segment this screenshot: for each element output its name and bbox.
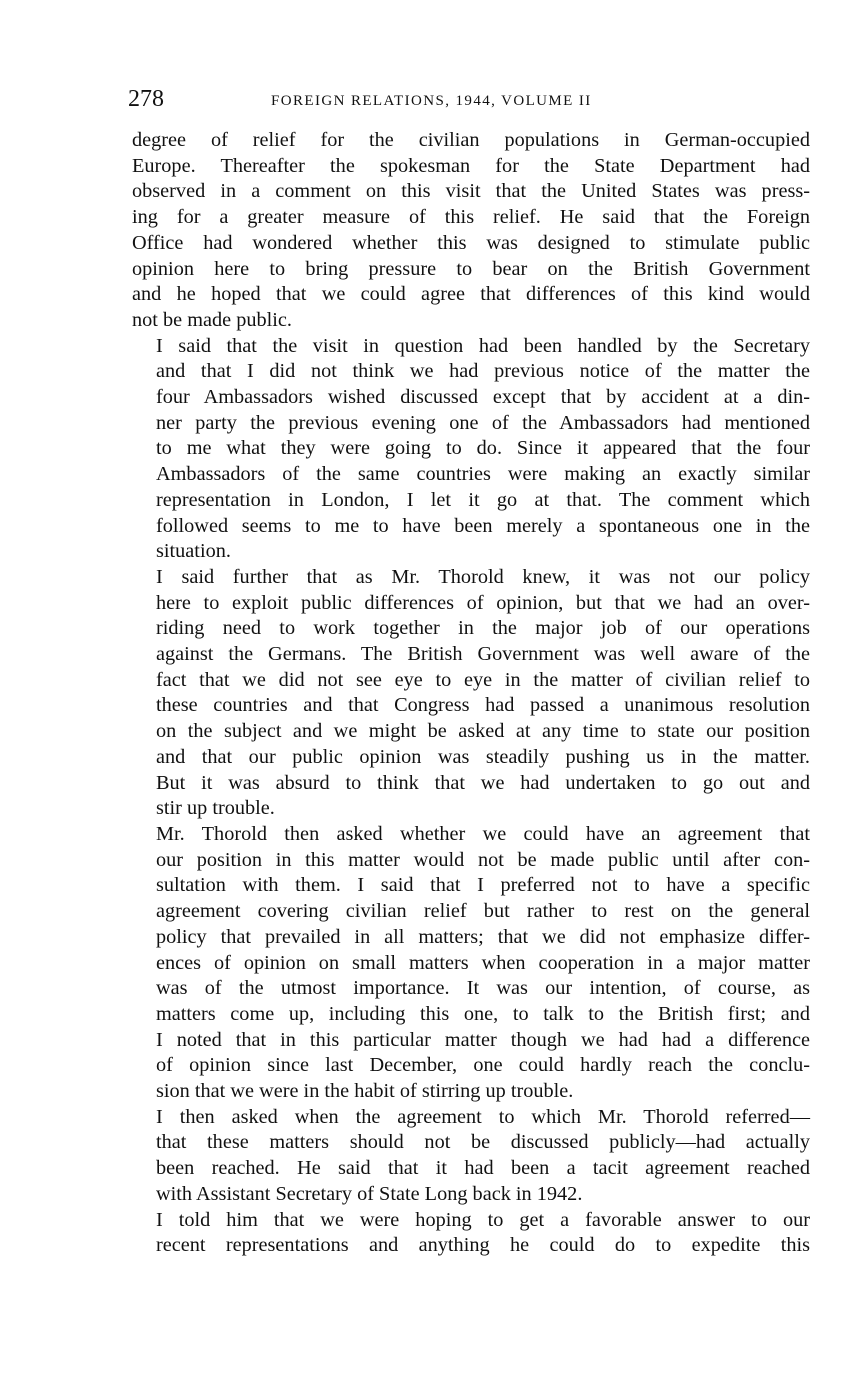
text-line: observed in a comment on this visit that the United States was press- [132,180,810,203]
text-line: sultation with them. I said that I preferred not to have a specific [156,874,810,897]
text-line: our position in this matter would not be made public until after con- [156,848,810,871]
paragraph [132,822,810,1105]
text-line: situation. [156,540,231,563]
paragraph [132,1105,810,1208]
text-line: But it was absurd to think that we had undertaken to go out and [156,771,810,794]
text-line: stir up trouble. [156,797,275,820]
text-line: Europe. Thereafter the spokesman for the State Department had [132,154,810,177]
text-line: and he hoped that we could agree that differences of this kind would [132,283,810,306]
page-number: 278 [128,86,164,112]
text-line: sion that we were in the habit of stirring up trouble. [156,1080,574,1103]
text-line: Office had wondered whether this was designed to stimulate public [132,231,810,254]
text-line: been reached. He said that it had been a tacit agreement reached [156,1157,810,1180]
text-line: I said that the visit in question had been handled by the Secretary [156,334,810,357]
text-line: agreement covering civilian relief but rather to rest on the general [156,900,810,923]
paragraph [132,334,810,565]
paragraph [132,128,810,334]
text-line: ner party the previous evening one of the Ambassadors had mentioned [156,411,810,434]
text-line: that these matters should not be discussed publicly—had actually [156,1131,810,1154]
text-line: policy that prevailed in all matters; that we did not emphasize differ- [156,925,810,948]
text-line: I noted that in this particular matter though we had had a difference [156,1028,810,1051]
text-line: Mr. Thorold then asked whether we could have an agreement that [156,822,810,845]
text-line: and that our public opinion was steadily pushing us in the matter. [156,745,810,768]
paragraph [132,565,810,822]
body-text [132,128,810,1259]
running-title: FOREIGN RELATIONS, 1944, VOLUME II [271,93,592,109]
text-line: these countries and that Congress had passed a unanimous resolution [156,694,810,717]
text-line: against the Germans. The British Government was well aware of the [156,643,810,666]
text-line: representation in London, I let it go at that. The comment which [156,488,810,511]
text-line: was of the utmost importance. It was our intention, of course, as [156,977,810,1000]
text-line: and that I did not think we had previous notice of the matter the [156,360,810,383]
text-line: I told him that we were hoping to get a favorable answer to our [156,1208,810,1231]
text-line: with Assistant Secretary of State Long back in 1942. [156,1182,583,1205]
text-line: not be made public. [132,308,292,331]
text-line: degree of relief for the civilian populations in German-occupied [132,129,810,151]
text-line: recent representations and anything he could do to expedite this [156,1234,810,1257]
text-line: Ambassadors of the same countries were making an exactly similar [156,463,810,486]
text-line: of opinion since last December, one could hardly reach the conclu- [156,1054,810,1077]
text-line: here to exploit public differences of opinion, but that we had an over- [156,591,810,614]
text-line: followed seems to me to have been merely a spontaneous one in the [156,514,810,537]
text-line: riding need to work together in the major job of our operations [156,617,810,640]
text-line: ing for a greater measure of this relief. He said that the Foreign [132,206,810,229]
text-line: fact that we did not see eye to eye in the matter of civilian relief to [156,668,810,691]
text-line: I then asked when the agreement to which Mr. Thorold referred— [156,1105,810,1128]
running-head [128,84,810,114]
text-line: matters come up, including this one, to talk to the British first; and [156,1002,810,1025]
paragraph [132,1208,810,1259]
text-line: opinion here to bring pressure to bear on the British Government [132,257,810,280]
text-line: ences of opinion on small matters when cooperation in a major matter [156,951,810,974]
text-line: to me what they were going to do. Since it appeared that the four [156,437,810,460]
text-line: four Ambassadors wished discussed except that by accident at a din- [156,386,810,409]
text-line: I said further that as Mr. Thorold knew, it was not our policy [156,565,810,588]
text-line: on the subject and we might be asked at any time to state our position [156,720,810,743]
